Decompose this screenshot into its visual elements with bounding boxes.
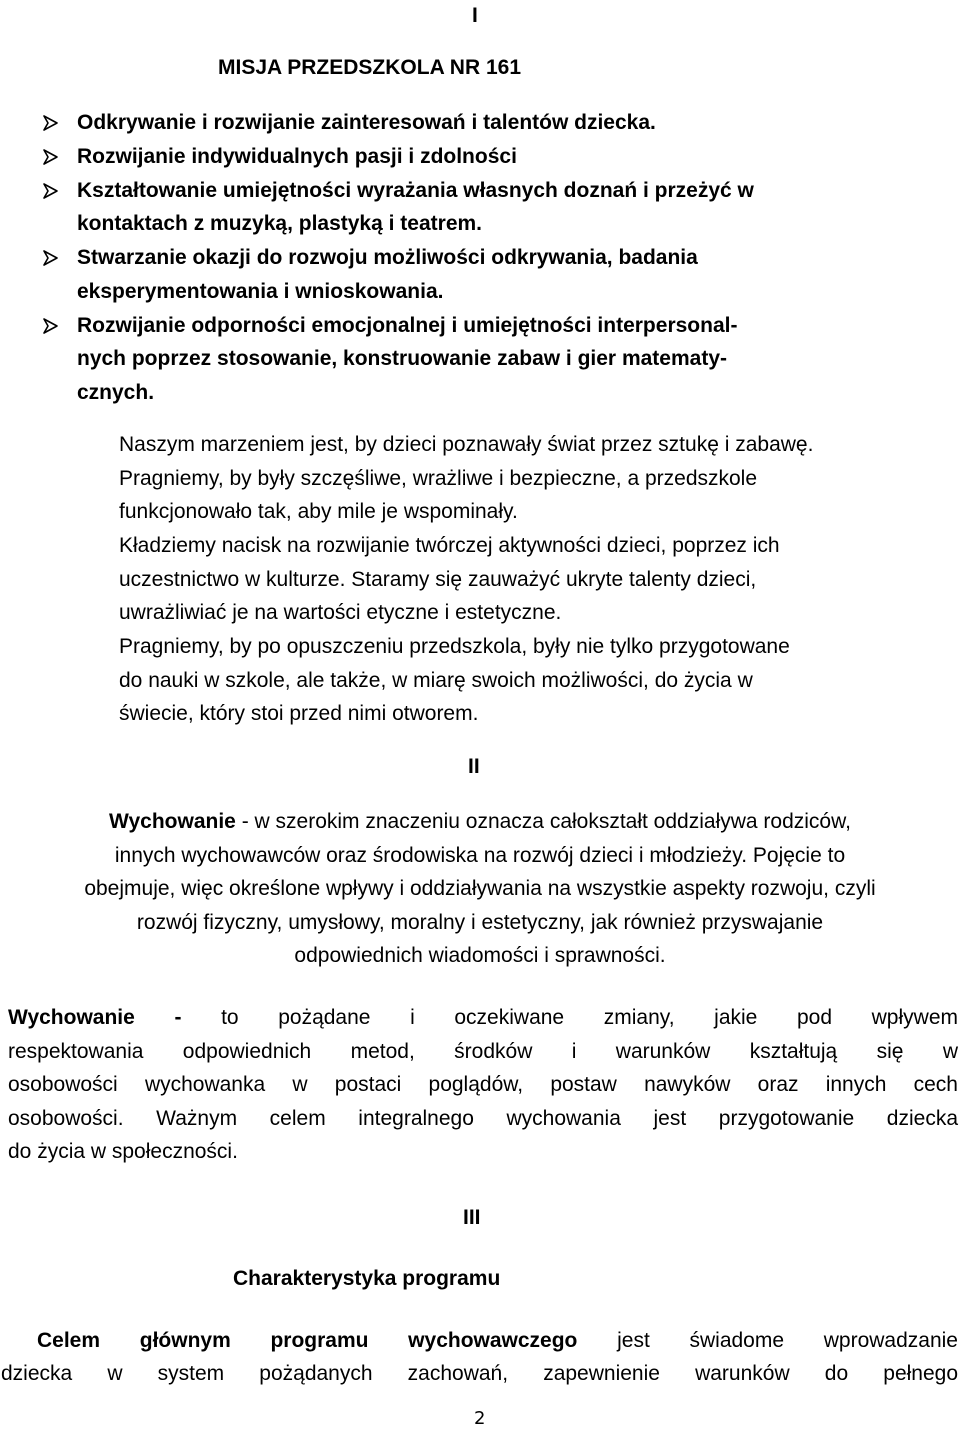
mission-title: MISJA PRZEDSZKOLA NR 161: [218, 56, 521, 79]
definition-text: - w szerokim znaczeniu oznacza całokształt oddziaływa rodziców,: [235, 810, 851, 833]
paragraph-line: Naszym marzeniem jest, by dzieci poznawały świat przez sztukę i zabawę.: [119, 433, 814, 456]
arrow-bullet-icon: [42, 147, 60, 167]
paragraph-line: dziecka w system pożądanych zachowań, zapewnienie warunków do pełnego: [1, 1362, 958, 1385]
bullet-line: kontaktach z muzyką, plastyką i teatrem.: [77, 212, 482, 235]
page-number: 2: [474, 1408, 486, 1429]
paragraph-line: respektowania odpowiednich metod, środków i warunków kształtują się w: [8, 1040, 958, 1063]
section-numeral-1: I: [472, 4, 478, 27]
paragraph-line: świecie, który stoi przed nimi otworem.: [119, 702, 479, 725]
definition-term: Wychowanie -: [8, 1006, 182, 1029]
paragraph-line: uczestnictwo w kulturze. Staramy się zauważyć ukryte talenty dzieci,: [119, 568, 757, 591]
arrow-bullet-icon: [42, 316, 60, 336]
arrow-bullet-icon: [42, 248, 60, 268]
paragraph-line: odpowiednich wiadomości i sprawności.: [294, 944, 666, 967]
bullet-line: Rozwijanie odporności emocjonalnej i umiejętności interpersonal-: [77, 314, 738, 337]
definition-text: to pożądane i oczekiwane zmiany, jakie pod wpływem: [181, 1006, 958, 1029]
arrow-bullet-icon: [42, 113, 60, 133]
paragraph-line: uwrażliwiać je na wartości etyczne i estetyczne.: [119, 601, 562, 624]
section-numeral-2: II: [468, 755, 480, 778]
paragraph-line: [37, 1329, 958, 1353]
bullet-line: Kształtowanie umiejętności wyrażania własnych doznań i przeżyć w: [77, 179, 754, 202]
section-numeral-3: III: [463, 1206, 481, 1229]
paragraph-line: [0, 805, 960, 839]
definition-term: Wychowanie: [109, 810, 236, 833]
paragraph-line: innych wychowawców oraz środowiska na rozwój dzieci i młodzieży. Pojęcie to: [114, 844, 846, 867]
paragraph-line: osobowości wychowanka w postaci poglądów, postaw nawyków oraz innych cech: [8, 1073, 958, 1096]
bullet-line: Odkrywanie i rozwijanie zainteresowań i talentów dziecka.: [77, 111, 656, 134]
paragraph-line: Pragniemy, by po opuszczeniu przedszkola, były nie tylko przygotowane: [119, 635, 790, 658]
program-term: Celem głównym programu wychowawczego: [37, 1329, 578, 1352]
program-title: Charakterystyka programu: [233, 1267, 501, 1290]
arrow-bullet-icon: [42, 181, 60, 201]
paragraph-line: osobowości. Ważnym celem integralnego wychowania jest przygotowanie dziecka: [8, 1107, 958, 1130]
paragraph-line: rozwój fizyczny, umysłowy, moralny i estetyczny, jak również przyswajanie: [136, 911, 824, 934]
paragraph-line: [8, 1006, 958, 1030]
paragraph-line: funkcjonowało tak, aby mile je wspominały.: [119, 500, 518, 523]
bullet-line: Stwarzanie okazji do rozwoju możliwości odkrywania, badania: [77, 246, 698, 269]
bullet-line: nych poprzez stosowanie, konstruowanie zabaw i gier matematy-: [77, 347, 727, 370]
program-text: jest świadome wprowadzanie: [577, 1329, 958, 1352]
paragraph-line: obejmuje, więc określone wpływy i oddziaływania na wszystkie aspekty rozwoju, czyli: [84, 877, 876, 900]
bullet-line: Rozwijanie indywidualnych pasji i zdolności: [77, 145, 517, 168]
paragraph-line: Pragniemy, by były szczęśliwe, wrażliwe i bezpieczne, a przedszkole: [119, 467, 758, 490]
bullet-line: eksperymentowania i wnioskowania.: [77, 280, 444, 303]
paragraph-line: do życia w społeczności.: [8, 1140, 238, 1163]
bullet-line: cznych.: [77, 381, 155, 404]
paragraph-line: Kładziemy nacisk na rozwijanie twórczej aktywności dzieci, poprzez ich: [119, 534, 780, 557]
paragraph-line: do nauki w szkole, ale także, w miarę swoich możliwości, do życia w: [119, 669, 753, 692]
